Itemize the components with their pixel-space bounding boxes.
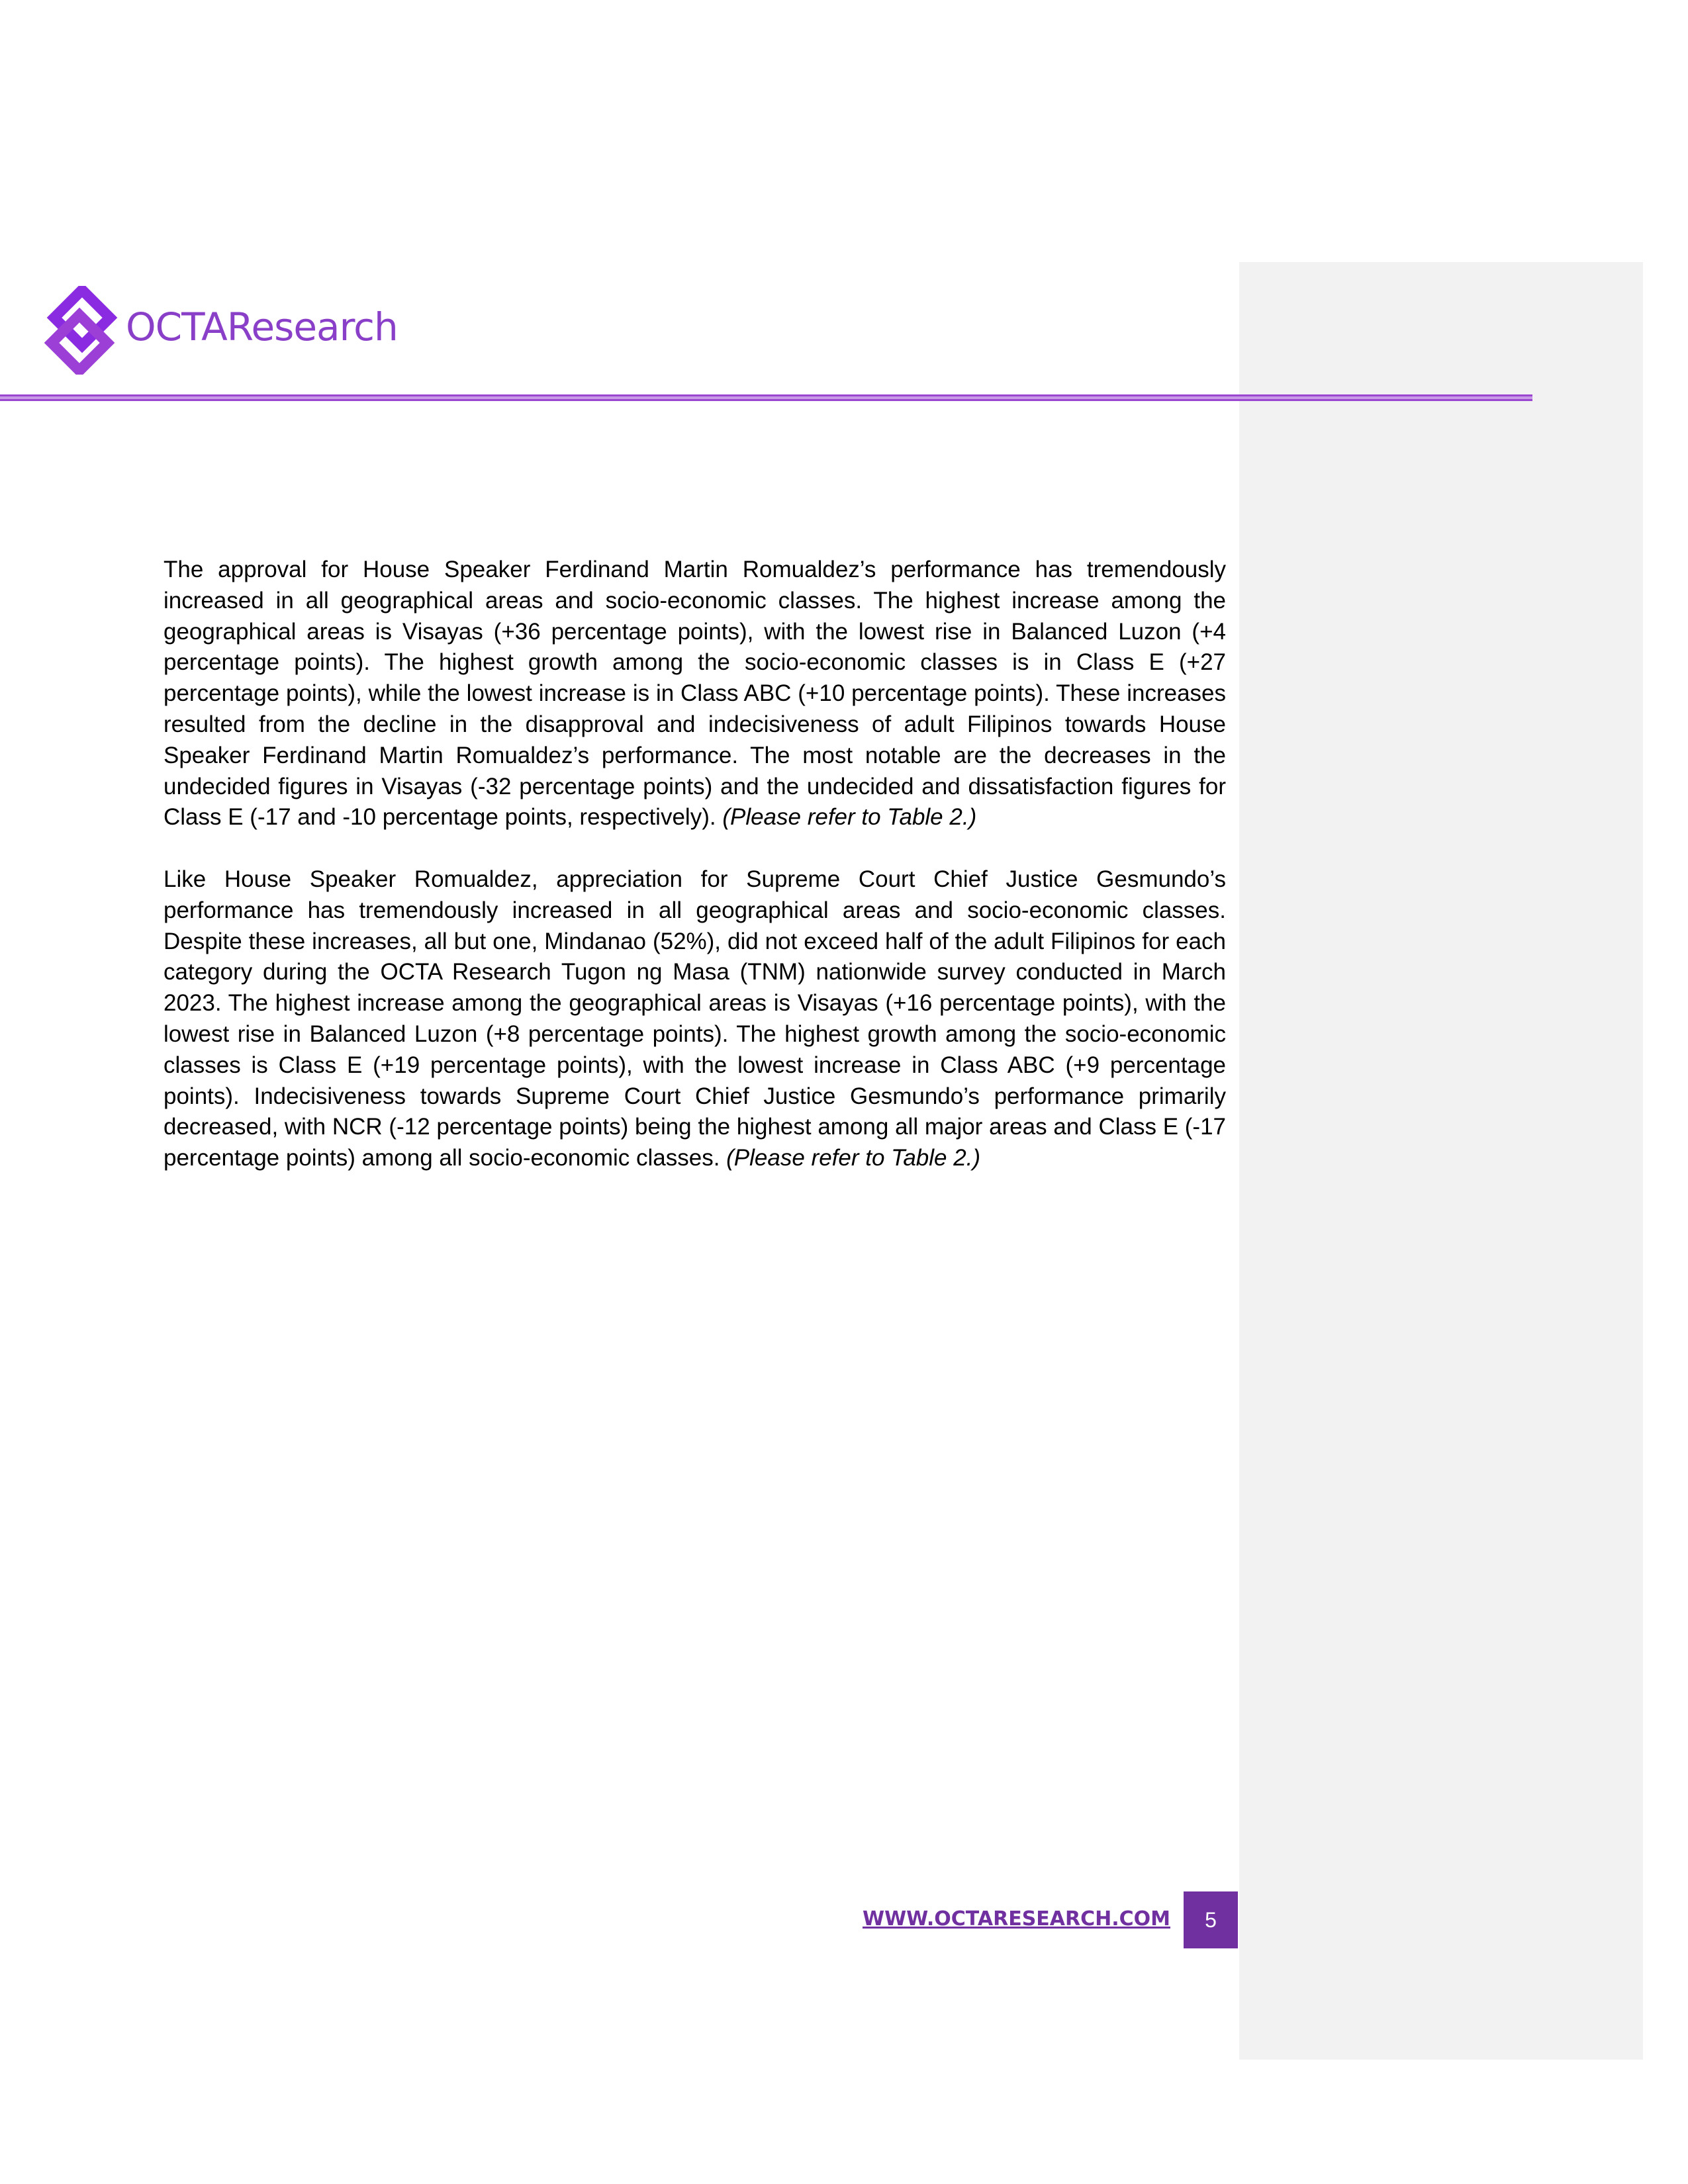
page-number-badge	[1184, 1891, 1238, 1948]
comment-margin-pane	[1239, 262, 1643, 2060]
octa-diamond-logo-icon	[41, 286, 120, 375]
paragraph-2-text: Like House Speaker Romualdez, appreciation for Supreme Court Chief Justice Gesmundo’s performance has tremendously increased in all geographical areas and socio-economic classes. Despite these increases, all but one, Mindanao (52%), did not exceed half of the adult Filipinos for each category during the OCTA Research Tugon ng Masa (TNM) nationwide survey conducted in March 2023. The highest increase among the geographical areas is Visayas (+16 percentage points), with the lowest rise in Balanced Luzon (+8 percentage points). The highest growth among the socio-economic classes is Class E (+19 percentage points), with the lowest increase in Class ABC (+9 percentage points). Indecisiveness towards Supreme Court Chief Justice Gesmundo’s performance primarily decreased, with NCR (-12 percentage points) being the highest among all major areas and Class E (-17 percentage points) among all socio-economic classes.	[164, 866, 1227, 1171]
brand-name: OCTAResearch	[126, 304, 398, 349]
header-divider	[0, 394, 1532, 401]
paragraph-2-table-reference: (Please refer to Table 2.)	[726, 1145, 981, 1171]
paragraph-1-text: The approval for House Speaker Ferdinand Martin Romualdez’s performance has tremendously increased in all geographical areas and socio-economic classes. The highest increase among the geographical areas is Visayas (+36 percentage points), with the lowest rise in Balanced Luzon (+4 percentage points). The highest growth among the socio-economic classes is in Class E (+27 percentage points), while the lowest increase is in Class ABC (+10 percentage points). These increases resulted from the decline in the disapproval and indecisiveness of adult Filipinos towards House Speaker Ferdinand Martin Romualdez’s performance. The most notable are the decreases in the undecided figures in Visayas (-32 percentage points) and the undecided and dissatisfaction figures for Class E (-17 and -10 percentage points, respectively).	[164, 557, 1226, 831]
document-body	[164, 555, 1226, 1174]
paragraph-romualdez	[164, 555, 1226, 833]
page-number: 5	[1205, 1907, 1217, 1932]
footer-website-link[interactable]: WWW.OCTARESEARCH.COM	[863, 1907, 1170, 1931]
paragraph-1-table-reference: (Please refer to Table 2.)	[722, 804, 977, 831]
paragraph-gesmundo	[164, 864, 1226, 1174]
header-logo	[41, 286, 412, 375]
